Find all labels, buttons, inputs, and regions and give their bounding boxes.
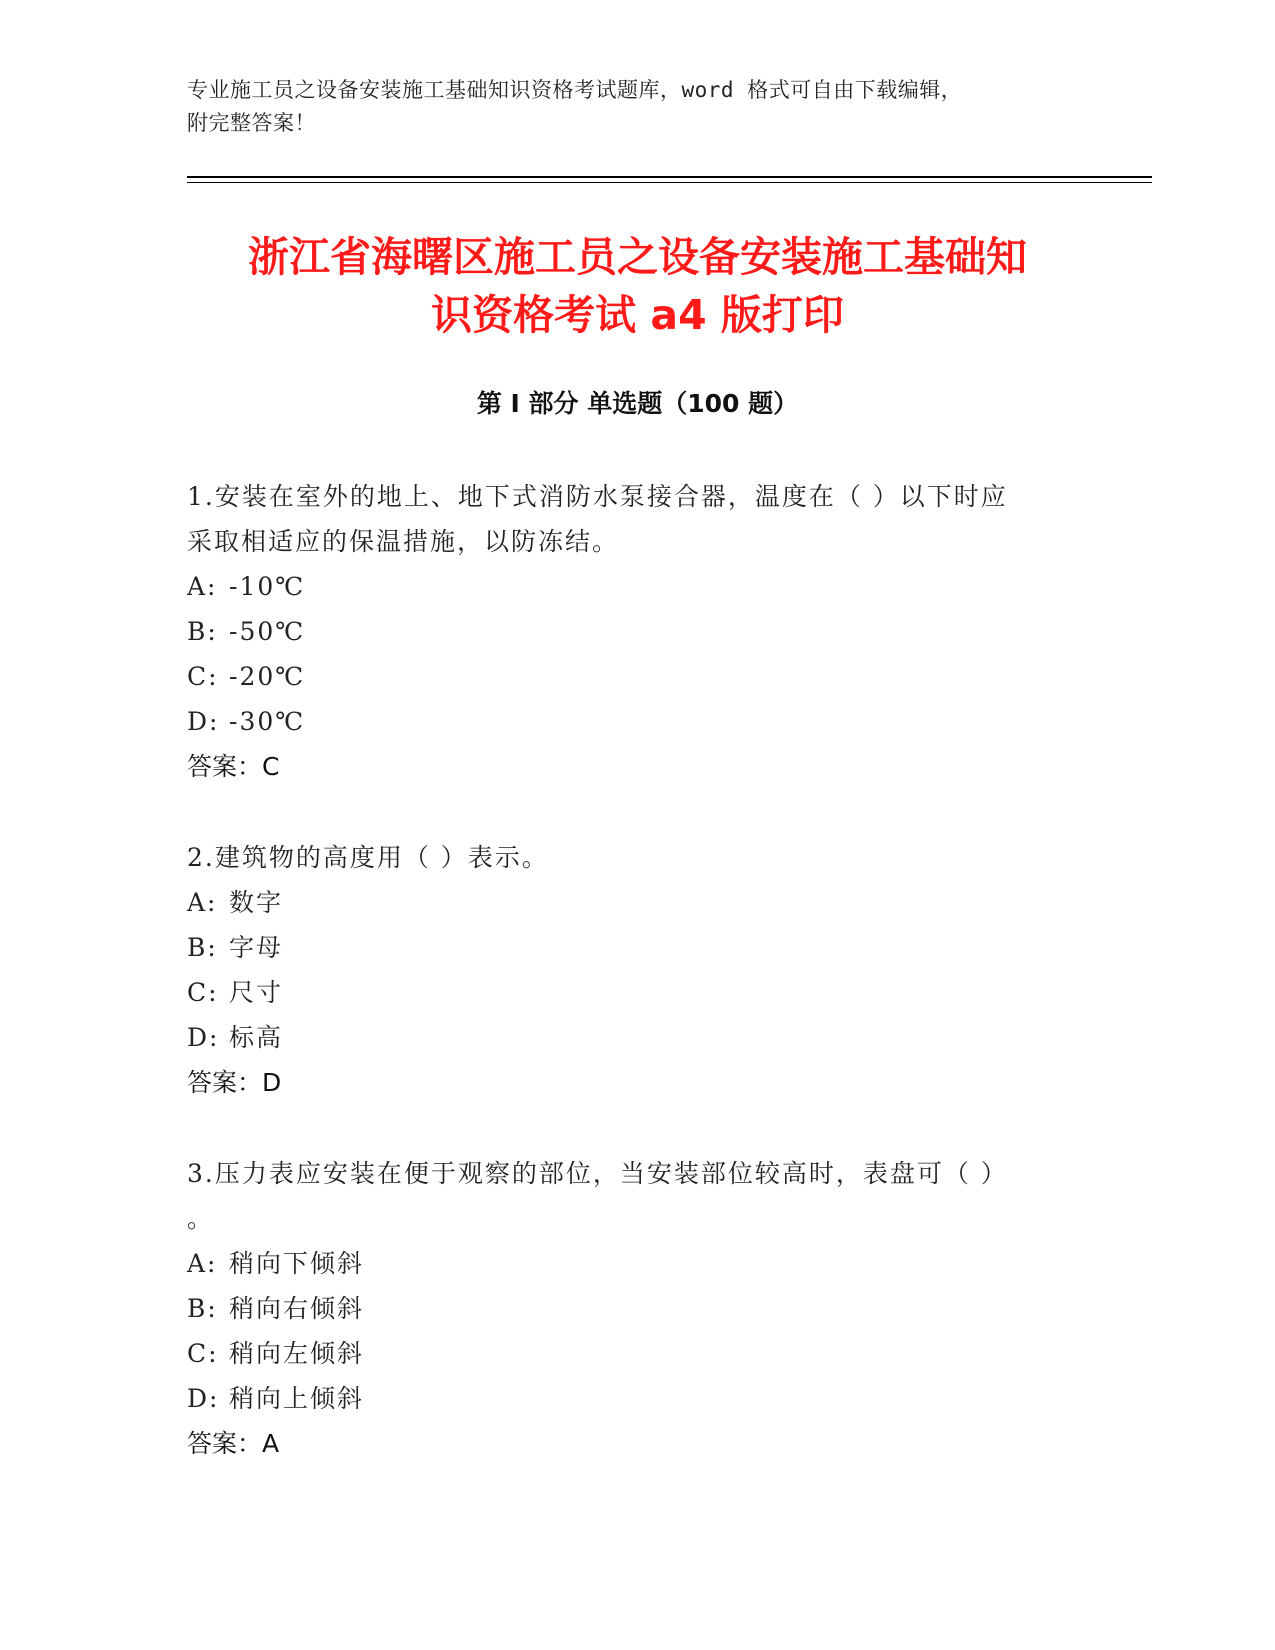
option-b <box>187 925 1077 970</box>
option-key: A: <box>187 888 218 917</box>
answer: 答案：A <box>187 1429 280 1458</box>
option-d <box>187 1015 1077 1060</box>
option-text: 尺寸 <box>229 978 284 1007</box>
option-text: -20℃ <box>229 662 306 691</box>
option-a <box>187 880 1077 925</box>
answer: 答案：D <box>187 1068 282 1097</box>
option-text: -50℃ <box>229 617 306 646</box>
option-text: 标高 <box>229 1023 284 1052</box>
header-note-line-2: 附完整答案！ <box>187 111 316 135</box>
question-stem-line-1: 3.压力表应安装在便于观察的部位，当安装部位较高时，表盘可（ ） <box>187 1159 1008 1188</box>
option-text: -30℃ <box>229 707 306 736</box>
option-key: B: <box>187 933 218 962</box>
question-stem-line-1: 1.安装在室外的地上、地下式消防水泵接合器，温度在（ ）以下时应 <box>187 482 1008 511</box>
option-text: 稍向左倾斜 <box>229 1339 365 1368</box>
option-key: A: <box>187 572 218 601</box>
option-c <box>187 1331 1077 1376</box>
option-c <box>187 654 1077 699</box>
header-divider-thin <box>187 182 1152 183</box>
question-1 <box>187 474 1077 789</box>
option-text: 字母 <box>229 933 284 962</box>
option-a <box>187 564 1077 609</box>
section-title: 第 I 部分 单选题（100 题） <box>476 389 799 418</box>
document-title-line-2: 识资格考试 a4 版打印 <box>431 291 844 339</box>
question-stem-line-2: 。 <box>187 1204 215 1233</box>
question-3 <box>187 1151 1077 1466</box>
option-key: D: <box>187 707 220 736</box>
option-b <box>187 1286 1077 1331</box>
option-a <box>187 1241 1077 1286</box>
option-key: D: <box>187 1384 220 1413</box>
document-title <box>150 228 1125 344</box>
option-text: 稍向上倾斜 <box>229 1384 365 1413</box>
option-b <box>187 609 1077 654</box>
option-text: 稍向下倾斜 <box>229 1249 365 1278</box>
option-key: B: <box>187 1294 218 1323</box>
option-d <box>187 1376 1077 1421</box>
question-stem-line-1: 2.建筑物的高度用（ ）表示。 <box>187 843 549 872</box>
header-divider-thick <box>187 176 1152 178</box>
option-text: -10℃ <box>229 572 306 601</box>
option-key: B: <box>187 617 218 646</box>
option-key: D: <box>187 1023 220 1052</box>
option-text: 稍向右倾斜 <box>229 1294 365 1323</box>
question-2 <box>187 835 1077 1105</box>
answer: 答案：C <box>187 752 280 781</box>
option-key: A: <box>187 1249 218 1278</box>
question-stem-line-2: 采取相适应的保温措施，以防冻结。 <box>187 527 620 556</box>
header-note <box>187 74 1087 140</box>
document-title-line-1: 浙江省海曙区施工员之设备安装施工基础知 <box>248 233 1027 281</box>
option-c <box>187 970 1077 1015</box>
header-note-line-1: 专业施工员之设备安装施工基础知识资格考试题库，word 格式可自由下载编辑， <box>187 78 963 102</box>
option-text: 数字 <box>229 888 284 917</box>
option-key: C: <box>187 662 219 691</box>
option-d <box>187 699 1077 744</box>
option-key: C: <box>187 1339 219 1368</box>
option-key: C: <box>187 978 219 1007</box>
